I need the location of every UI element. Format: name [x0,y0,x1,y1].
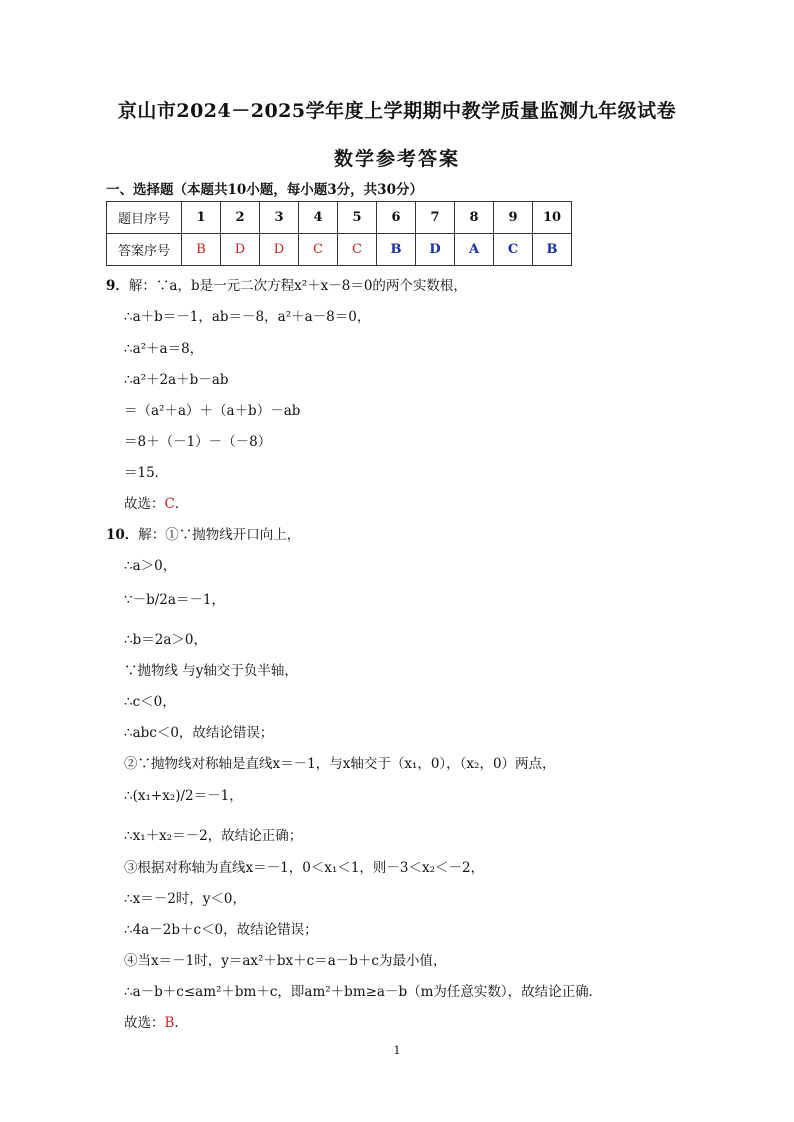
question-number: 1 [182,202,221,234]
question-number-9: 9． [106,278,129,294]
page-title: 京山市2024－2025学年度上学期期中教学质量监测九年级试卷 [117,100,677,122]
choice-answer: C [164,496,175,512]
answer-cell: C [338,234,377,266]
q10-line-3: ∵－b/2a＝－1， [124,592,226,608]
section-heading-choice: 一、选择题（本题共10小题，每小题3分，共30分） [106,182,423,198]
q10-line-13: ∴4a－2b＋c＜0，故结论错误； [124,922,318,938]
q10-line-14: ④当x＝－1时，y＝ax²＋bx＋c＝a－b＋c为最小值， [124,953,447,969]
question-number: 3 [260,202,299,234]
q10-line-9: ∴(x₁+x₂)/2＝－1， [124,788,243,804]
q10-line-11: ③根据对称轴为直线x＝－1，0＜x₁＜1，则－3＜x₂＜－2， [124,860,485,876]
answer-table-row-answers [107,234,572,266]
question-number: 5 [338,202,377,234]
q10-line-8: ②∵抛物线对称轴是直线x＝－1，与x轴交于（x₁，0），（x₂，0）两点， [124,756,556,772]
page-number: 1 [393,1044,401,1057]
q9-line-3: ∴a²＋a＝8， [124,341,204,357]
q10-line-7: ∴abc＜0，故结论错误； [124,725,274,741]
answer-cell: B [533,234,572,266]
choice-suffix: ． [174,1015,188,1031]
answer-cell: C [299,234,338,266]
choice-prefix: 故选： [124,496,165,512]
question-number: 7 [416,202,455,234]
answer-cell: A [455,234,494,266]
q9-line-7: ＝15． [124,465,169,481]
answer-cell: B [182,234,221,266]
row-label-answer: 答案序号 [107,234,182,266]
question-number-10: 10． [106,527,139,543]
q9-line-5: ＝（a²＋a）＋（a＋b）－ab [124,403,301,419]
q10-line-2: ∴a＞0， [124,558,177,574]
q9-line-1-text: 解：∵a，b是一元二次方程x²＋x－8＝0的两个实数根， [128,278,467,294]
question-number: 6 [377,202,416,234]
q10-line-10: ∴x₁＋x₂＝－2，故结论正确； [124,828,303,844]
q9-line-1 [106,274,467,294]
q9-line-2: ∴a＋b＝－1，ab＝－8，a²＋a－8＝0， [124,309,371,325]
question-number: 9 [494,202,533,234]
choice-answer: B [164,1015,175,1031]
q10-line-16 [124,1011,188,1031]
q10-line-1-text: 解：①∵抛物线开口向上， [138,527,301,543]
answer-cell: C [494,234,533,266]
row-label-question: 题目序号 [107,202,182,234]
answer-table [106,201,572,266]
q10-line-6: ∴c＜0， [124,694,176,710]
question-number: 8 [455,202,494,234]
answer-cell: D [221,234,260,266]
q9-line-6: ＝8＋（－1）－（－8） [124,434,272,450]
question-number: 10 [533,202,572,234]
answer-cell: B [377,234,416,266]
choice-prefix: 故选： [124,1015,165,1031]
q9-line-4: ∴a²＋2a＋b－ab [124,372,229,388]
page-subtitle: 数学参考答案 [333,148,460,170]
choice-suffix: ． [174,496,189,512]
question-number: 4 [299,202,338,234]
q10-line-12: ∴x＝－2时，y＜0， [124,891,247,907]
answer-table-row-numbers [107,202,572,234]
answer-cell: D [260,234,299,266]
q10-line-4: ∴b＝2a＞0， [124,632,207,648]
q10-line-1 [106,523,300,543]
q9-line-8 [124,492,188,512]
answer-cell: D [416,234,455,266]
question-number: 2 [221,202,260,234]
q10-line-5: ∵抛物线 与y轴交于负半轴， [124,663,298,679]
q10-line-15: ∴a－b＋c≤am²＋bm＋c，即am²＋bm≥a－b（m为任意实数），故结论正确． [124,984,603,1000]
